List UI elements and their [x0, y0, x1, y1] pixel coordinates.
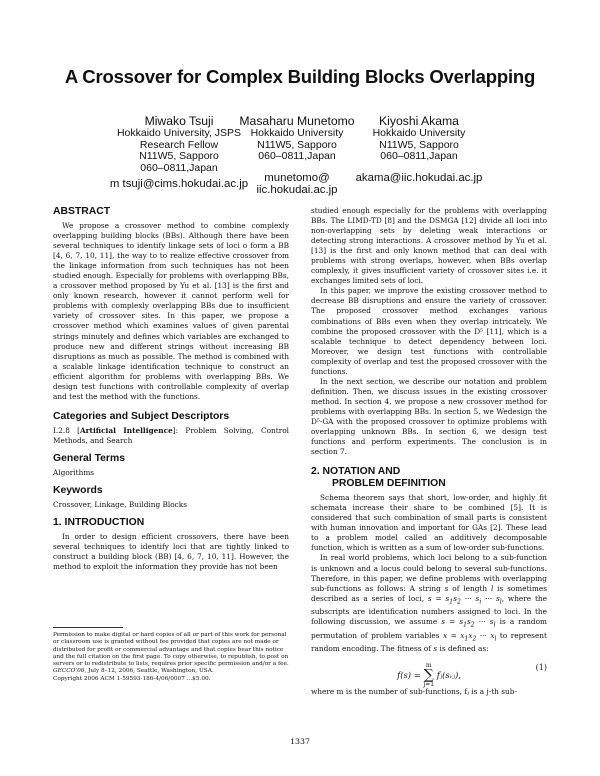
author-block-3 [344, 115, 494, 184]
left-column [53, 206, 289, 572]
text-run: of length [448, 583, 491, 593]
equation-lhs: f(s) = [397, 670, 424, 681]
text-run: In real world problems, which loci belong to a sub-function is unknown and a locus could belong to several sub-functions. Therefore, in this paper, we define problems with overlapping sub-functions as follows: A string [311, 553, 547, 593]
keywords-text: Crossover, Linkage, Building Blocks [53, 499, 188, 509]
author-affiliation: Hokkaido University, JSPS [116, 127, 242, 139]
category-code: I.2.8 [ [53, 425, 80, 435]
author-email: munetomo@ [264, 171, 330, 184]
categories-heading: Categories and Subject Descriptors [53, 410, 230, 422]
section-2-heading [311, 466, 547, 490]
general-terms-text: Algorithms [53, 467, 95, 477]
text-run: , where the subscripts are identification numbers assigned to loci. In the following discussion, we assume [311, 593, 547, 627]
introduction-text: In order to design efficient crossovers, there have been several techniques to identify loci that are tightly linked to construct a building block (BB) [4, 6, 7, 10, 11]. However, the method to exploit the information they provide has not been [53, 532, 289, 572]
paper-title: A Crossover for Complex Building Blocks Overlapping [64, 66, 536, 87]
author-email: m tsuji@cims.hokudai.ac.jp [109, 178, 249, 191]
paragraph: studied enough especially for the problems with overlapping BBs. The LIMD-TD [8] and the DSMGA [12] divide all loci into non-overlapping sets by deleting weak interactions or detecting strong interactions. A crossover method by Yu et al. [13] is the first and only known method that can deal with problems with strong overlaps, however, when BBs overlap complexly, it gives insufficient variety of crossover sites i.e. it exchanges limited sets of loci. [311, 206, 547, 286]
abstract-heading: ABSTRACT [53, 206, 111, 217]
math-expr: $x = x_1x_2$ ··· $x_l$ [443, 630, 497, 643]
text-run: is sometimes described as a series of loci, [311, 583, 547, 603]
keywords-heading: Keywords [53, 484, 103, 496]
category-name: Artificial Intelligence [79, 425, 173, 435]
text-run: is defined as: [437, 644, 489, 654]
introduction-heading: 1. INTRODUCTION [53, 517, 145, 529]
math-var: s [444, 583, 449, 593]
conference-name: GECCO’06, [53, 668, 87, 675]
text-run: is a random permutation of problem variables [311, 617, 547, 640]
author-affiliation: Research Fellow [139, 138, 219, 151]
equation-rhs: fⱼ(sᵥⱼ), [436, 670, 461, 681]
author-email: akama@iic.hokudai.ac.jp [355, 171, 483, 184]
section-2-heading-line-1: 2. NOTATION AND [311, 466, 401, 478]
copyright-footnote [53, 632, 289, 683]
author-postal: 060–0811,Japan [258, 150, 336, 163]
conference-details: July 8–12, 2006, Seattle, Washington, USA. [86, 668, 214, 675]
sum-symbol: m ∑ j=1 [423, 662, 435, 689]
author-address: N11W5, Sapporo [379, 138, 459, 151]
sum-lower: j=1 [423, 681, 435, 689]
author-name: Masaharu Munetomo [239, 114, 355, 128]
author-postal: 060–0811,Japan [380, 150, 458, 163]
permission-notice: Permission to make digital or hard copies of all or part of this work for personal or classroom use is granted without fee provided that copies are not made or distributed for profit or commercial advantage and that copies bear this notice and the full citation on the first page. To copy otherwise, to republish, to post on servers or to redistribute to lists, requires prior specific permission and/or a fee. [53, 632, 289, 668]
category-rest: ]: Problem Solving, Control Methods, and Search [53, 425, 290, 445]
paragraph: In this paper, we improve the existing crossover method to decrease BB disruptions and ensure the variety of crossover. The proposed crossover method exchanges various combinations of BBs even when they overlap intricately. We combine the proposed crossover with the D⁵ [11], which is a scalable technique to detect dependency between loci. Moreover, we design test functions with controllable complexity of overlap and test the proposed crossover with the functions. [311, 286, 547, 376]
paragraph [311, 553, 547, 654]
author-name: Miwako Tsuji [144, 114, 214, 128]
math-var: l [490, 583, 494, 593]
sum-upper: m [425, 662, 432, 670]
copyright-line: Copyright 2006 ACM 1-59593-186-4/06/0007 ...$5.00. [53, 675, 211, 682]
paragraph: Schema theorem says that short, low-order, and highly fit schemata increase their share to be combined [5]. It is considered that such combination of small parts is consistent with human innovation and important for GAs [2]. These lead to a problem model called an additively decomposable function, which is written as a sum of low-order sub-functions. [311, 493, 547, 553]
author-email-domain: iic.hokudai.ac.jp [256, 183, 338, 196]
paragraph: In the next section, we describe our notation and problem definition. Then, we discuss issues in the existing crossover method. In section 4, we propose a new crossover method for problems with overlapping BBs. In section 5, we Wedesign the D⁵-GA with the proposed crossover to optimize problems with overlapping unknown BBs. In section 6, we design test functions and perform experiments. The conclusion is in section 7. [311, 376, 547, 457]
section-2-heading-line-2: PROBLEM DEFINITION [332, 478, 446, 490]
author-name: Kiyoshi Akama [379, 114, 459, 128]
abstract-text: We propose a crossover method to combine complexly overlapping building blocks (BBs). Although there have been several techniques to identify linkage sets of loci o form a BB [4, 6, 7, 10, 11], the way to to realize effective crossover from the linkage information from such techniques has not been studied enough. Especially for problems with overlapping BBs, a crossover method proposed by Yu et al. [13] is the first and only known research, however it cannot perform well for problems with complexly overlapping BBs due to insufficient variety of crossover sites. In this paper, we propose a crossover method which examines values of given parental strings minutely and defines which variables are exchanged to produce new and different strings without increasing BB disruptions as much as possible. The method is combined with a scalable linkage identification technique to construct an efficient algorithm for problems with overlapping BBs. We design test functions with controllable complexity of overlap and test the method with the functions. [53, 221, 289, 401]
equation-1 [311, 657, 547, 687]
equation-number: (1) [535, 663, 547, 673]
general-terms-heading: General Terms [53, 452, 125, 464]
math-var: s [433, 644, 438, 654]
categories-text [53, 426, 289, 446]
author-address: N11W5, Sapporo [139, 150, 219, 163]
text-run: to represent random encoding. The fitness of [311, 630, 547, 654]
author-postal: 060–0811,Japan [140, 161, 218, 174]
footnote-rule [53, 627, 123, 628]
page-number: 1337 [290, 737, 310, 746]
paragraph: where m is the number of sub-functions, fⱼ is a j-th sub- [311, 687, 517, 697]
author-address: N11W5, Sapporo [257, 138, 337, 151]
author-affiliation: Hokkaido University [372, 127, 466, 139]
author-affiliation: Hokkaido University [250, 127, 344, 139]
right-column [311, 206, 547, 697]
math-expr: $s = s_1s_2$ ··· $s_l$ [441, 617, 496, 629]
equation-expression [311, 663, 547, 688]
conference-line [53, 668, 289, 675]
math-expr: $s = s_1s_2$ ··· $s_i$ ··· $s_l$ [427, 593, 502, 606]
